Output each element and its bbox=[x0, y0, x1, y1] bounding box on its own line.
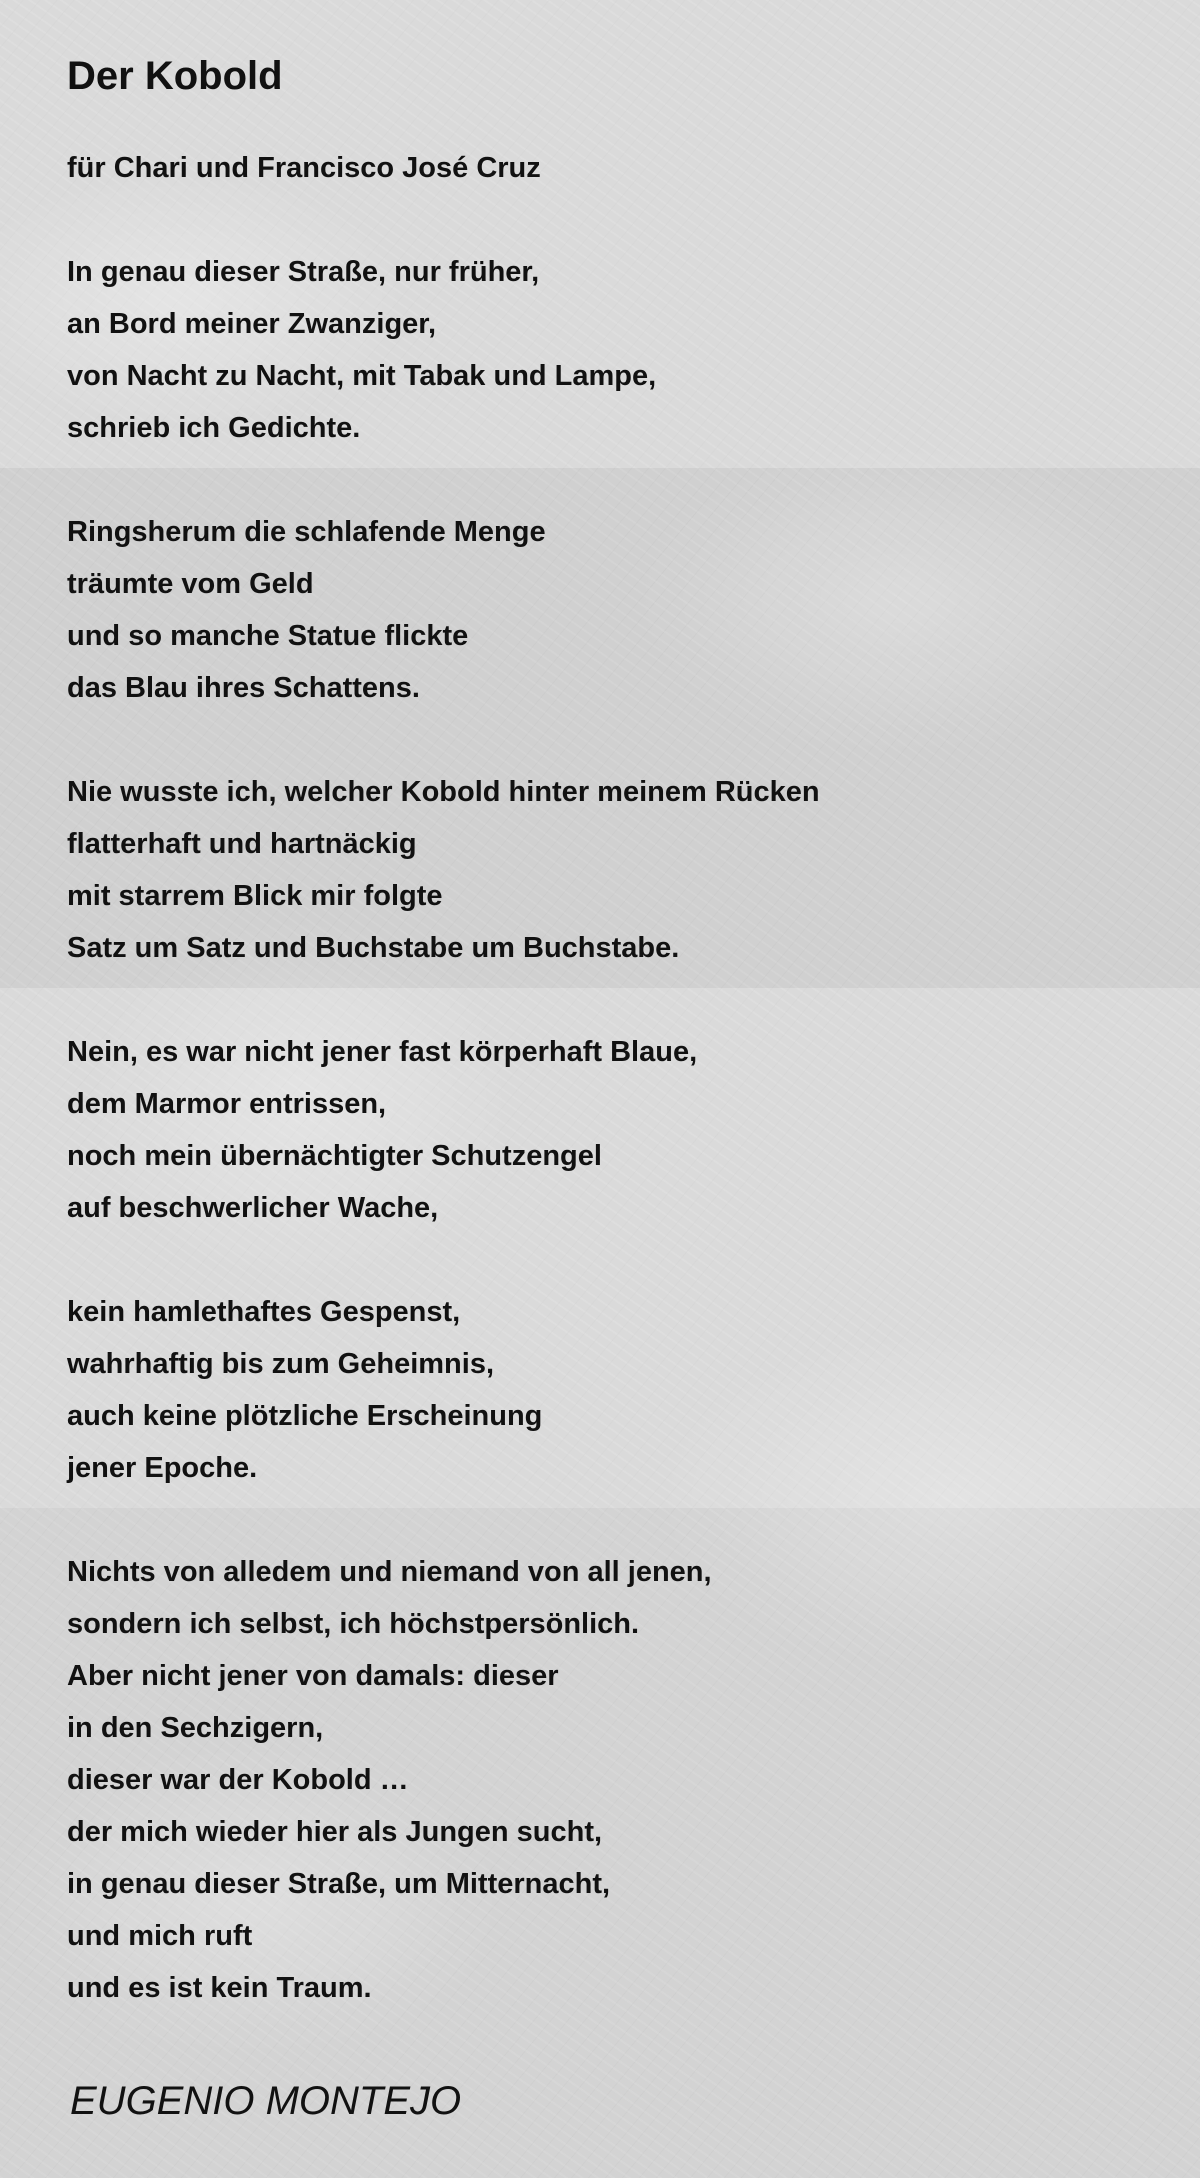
poem-line: mit starrem Blick mir folgte bbox=[67, 880, 443, 912]
poem-dedication: für Chari und Francisco José Cruz bbox=[67, 152, 541, 184]
poem-line: an Bord meiner Zwanziger, bbox=[67, 308, 437, 340]
poem-line: der mich wieder hier als Jungen sucht, bbox=[67, 1816, 603, 1848]
poem-line: Nein, es war nicht jener fast körperhaft Blaue, bbox=[67, 1036, 698, 1068]
stanza bbox=[67, 506, 1167, 714]
poem-line: schrieb ich Gedichte. bbox=[67, 412, 361, 444]
poem-line: kein hamlethaftes Gespenst, bbox=[67, 1296, 461, 1328]
poem-line: das Blau ihres Schattens. bbox=[67, 672, 420, 704]
poem-line: träumte vom Geld bbox=[67, 568, 314, 600]
poem-line: auf beschwerlicher Wache, bbox=[67, 1192, 439, 1224]
poem-line: flatterhaft und hartnäckig bbox=[67, 828, 417, 860]
poem-line: Nie wusste ich, welcher Kobold hinter meinem Rücken bbox=[67, 776, 820, 808]
poem-line: dieser war der Kobold … bbox=[67, 1764, 409, 1796]
poem-line: in genau dieser Straße, um Mitternacht, bbox=[67, 1868, 611, 1900]
poem-line: Aber nicht jener von damals: dieser bbox=[67, 1660, 559, 1692]
stanza bbox=[67, 1286, 1167, 1494]
poem-line: auch keine plötzliche Erscheinung bbox=[67, 1400, 543, 1432]
poem-line: Ringsherum die schlafende Menge bbox=[67, 516, 546, 548]
poem-line: dem Marmor entrissen, bbox=[67, 1088, 387, 1120]
poem-line: In genau dieser Straße, nur früher, bbox=[67, 256, 540, 288]
poem-body bbox=[67, 50, 1167, 2066]
poem-line: noch mein übernächtigter Schutzengel bbox=[67, 1140, 602, 1172]
poem-author: EUGENIO MONTEJO bbox=[70, 2079, 462, 2123]
poem-line: in den Sechzigern, bbox=[67, 1712, 324, 1744]
poem-line: und so manche Statue flickte bbox=[67, 620, 469, 652]
poem-line: und es ist kein Traum. bbox=[67, 1972, 372, 2004]
poem-title: Der Kobold bbox=[67, 54, 283, 98]
stanza bbox=[67, 1026, 1167, 1234]
stanza bbox=[67, 766, 1167, 974]
poem-line: und mich ruft bbox=[67, 1920, 253, 1952]
poem-line: wahrhaftig bis zum Geheimnis, bbox=[67, 1348, 495, 1380]
poem-line: jener Epoche. bbox=[67, 1452, 258, 1484]
poem-line: Satz um Satz und Buchstabe um Buchstabe. bbox=[67, 932, 680, 964]
poem-line: von Nacht zu Nacht, mit Tabak und Lampe, bbox=[67, 360, 657, 392]
poem-line: sondern ich selbst, ich höchstpersönlich. bbox=[67, 1608, 640, 1640]
poem-line: Nichts von alledem und niemand von all jenen, bbox=[67, 1556, 712, 1588]
stanza bbox=[67, 246, 1167, 454]
stanza bbox=[67, 1546, 1167, 2014]
